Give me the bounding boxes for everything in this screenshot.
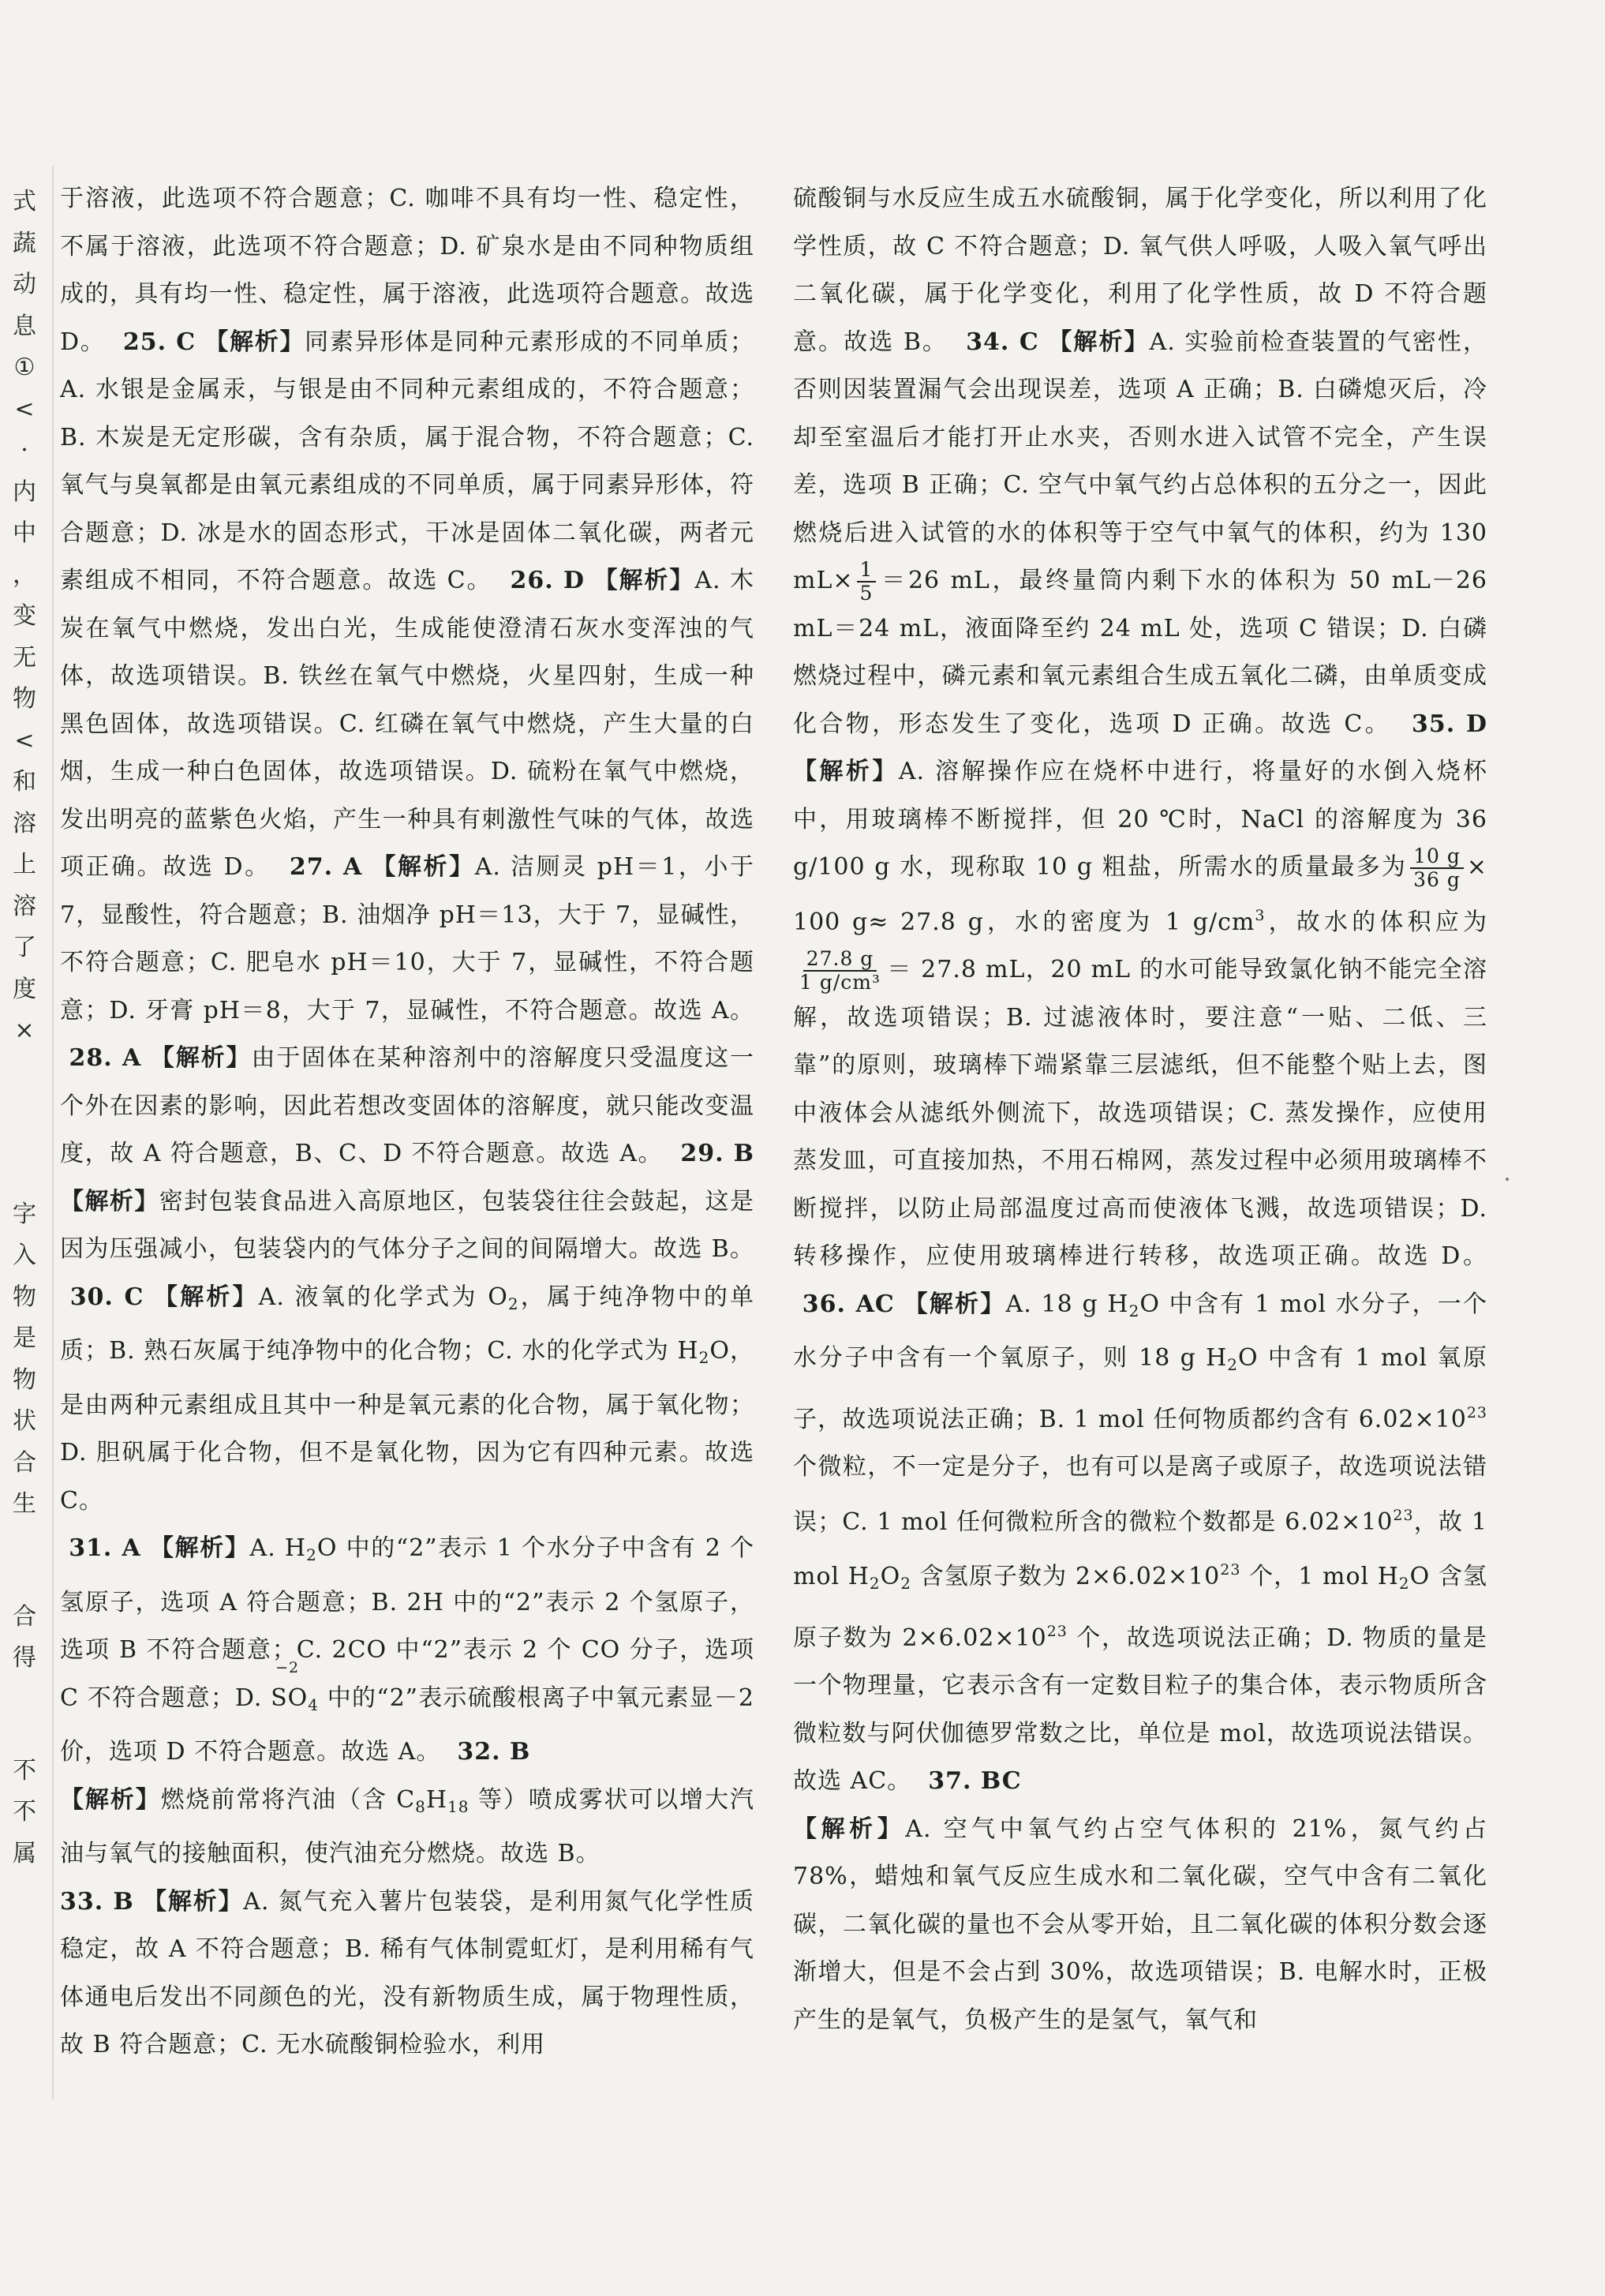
sulfate-formula — [271, 1658, 320, 1729]
margin-char: · — [21, 436, 28, 464]
answer-text: 含氢原子数为 2×6.02×10 — [911, 1563, 1221, 1590]
left-column — [60, 175, 754, 2069]
margin-char: 溶 — [13, 809, 36, 837]
question-number: 33. B — [60, 1887, 134, 1916]
margin-char: 生 — [13, 1490, 36, 1518]
margin-char: 属 — [13, 1839, 36, 1867]
right-column — [793, 175, 1487, 2044]
margin-char: 内 — [13, 478, 36, 506]
print-speck — [1506, 1178, 1509, 1181]
question-number: 25. C — [122, 328, 196, 356]
answer-text: 燃烧前常将汽油（含 C — [160, 1785, 416, 1814]
subscript: 8 — [415, 1796, 426, 1816]
question-number: 34. C — [966, 328, 1039, 356]
fraction-numerator: 27.8 g — [803, 948, 877, 972]
margin-char: 了 — [13, 934, 36, 961]
answer-text: 个，1 mol H — [1240, 1563, 1399, 1590]
subscript: 2 — [306, 1545, 317, 1564]
subscript: 2 — [698, 1348, 710, 1367]
margin-char: 物 — [13, 685, 36, 713]
margin-char: 不 — [13, 1798, 36, 1826]
fraction — [796, 948, 884, 994]
superscript: 3 — [1255, 906, 1266, 924]
answer-text: 密封包装食品进入高原地区，包装袋往往会鼓起，这是因为压强减小，包装袋内的气体分子之间的间隔增大。故选 B。 — [60, 1187, 755, 1263]
margin-char: 变 — [13, 602, 36, 630]
margin-char: 合 — [13, 1602, 36, 1631]
margin-char: 状 — [13, 1407, 36, 1435]
fraction-denominator: 36 g — [1413, 868, 1461, 891]
question-number: 37. BC — [928, 1767, 1022, 1795]
margin-char: ① — [13, 354, 36, 381]
margin-cutoff-text — [0, 182, 49, 1875]
margin-char: 上 — [13, 851, 36, 878]
margin-char: 动 — [13, 271, 36, 298]
answer-text: O 中含有 1 mol 水分子，一个水分子中含有一个氧原子，则 18 g H — [793, 1290, 1488, 1372]
answer-paragraph — [60, 1878, 754, 2069]
superscript: 23 — [1220, 1561, 1241, 1579]
question-number: 35. D — [1411, 710, 1487, 738]
margin-char: 不 — [13, 1756, 36, 1785]
analysis-tag: 【解析】 — [793, 758, 899, 785]
analysis-tag: 【解析】 — [593, 567, 695, 594]
analysis-tag: 【解析】 — [1048, 328, 1150, 356]
superscript: 23 — [1466, 1403, 1487, 1421]
answer-text: 于溶液，此选项不符合题意；C. 咖啡不具有均一性、稳定性，不属于溶液，此选项不符合题意；D. 矿泉水是由不同种物质组成的，具有均一性、稳定性，属于溶液，此选项符合题意。故选 D。 — [60, 185, 754, 356]
analysis-tag: 【解析】 — [60, 1187, 159, 1215]
margin-char: 息 — [13, 312, 36, 340]
answer-text: ＝ 27.8 mL，20 mL 的水可能导致氯化钠不能完全溶解，故选项错误；B. 过滤液体时，要注意“一贴、二低、三靠”的原则，玻璃棒下端紧靠三层滤纸，但不能整个贴上去，图中液体会从滤纸外侧流下，故选项错误；C. 蒸发操作，应使用蒸发皿，可直接加热，不用石棉网，蒸发过程中必须用玻璃棒不断搅拌，以防止局部温度过高而使液体飞溅，故选项错误；D. 转移操作，应使用玻璃棒进行转移，故选项正确。故选 D。 — [793, 956, 1487, 1270]
answer-text: 个微粒，不一定是分子，也有可以是离子或原子，故选项说法错误；C. 1 mol 任何微粒所含的微粒个数都是 6.02×10 — [793, 1453, 1487, 1536]
answer-text: 个，故选项说法正确；D. 物质的量是一个物理量，它表示含有一定数目粒子的集合体，表示物质所含微粒数与阿伏伽德罗常数之比，单位是 mol，故选项说法错误。故选 AC。 — [793, 1624, 1487, 1795]
answer-paragraph — [60, 1525, 754, 1777]
fraction-denominator: 1 g/cm³ — [799, 971, 881, 994]
answer-text: × 100 g≈ 27.8 g，水的密度为 1 g/cm — [793, 853, 1487, 936]
analysis-tag: 【解析】 — [154, 1283, 259, 1311]
margin-char: 合 — [13, 1448, 36, 1477]
margin-char: 是 — [13, 1324, 36, 1352]
superscript: 23 — [1046, 1622, 1068, 1640]
margin-char: 得 — [13, 1644, 36, 1672]
question-number: 31. A — [69, 1534, 141, 1562]
fraction-numerator: 1 — [857, 559, 877, 582]
answer-text: A. 空气中氧气约占空气体积的 21%，氮气约占 78%，蜡烛和氧气反应生成水和二氧化碳，空气中含有二氧化碳，二氧化碳的量也不会从零开始，且二氧化碳的体积分数会逐渐增大，但是不会占到 30%，故选项错误；B. 电解水时，正极产生的是氧气，负极产生的是氢气，氧气和 — [793, 1815, 1488, 2034]
fraction-numerator: 10 g — [1410, 845, 1464, 869]
answer-text: 硫酸铜与水反应生成五水硫酸铜，属于化学变化，所以利用了化学性质，故 C 不符合题意；D. 氧气供人呼吸，人吸入氧气呼出二氧化碳，属于化学变化，利用了化学性质，故 D 不符合题意。故选 B。 — [793, 185, 1487, 356]
answer-text: A. 实验前检查装置的气密性，否则因装置漏气会出现误差，选项 A 正确；B. 白磷熄灭后，冷却至室温后才能打开止水夹，否则水进入试管不完全，产生误差，选项 B 正确；C. 空气中氧气约占总体积的五分之一，因此燃烧后进入试管的水的体积等于空气中氧气的体积，约为 130 mL× — [793, 328, 1487, 594]
margin-char: 物 — [13, 1283, 36, 1311]
answer-text: O 中的“2”表示 1 个水分子中含有 2 个氢原子，选项 A 符合题意；B. 2H 中的“2”表示 2 个氢原子，选项 B 不符合题意；C. 2CO 中“2”表示 2 个 CO 分子，选项 C 不符合题意；D. — [60, 1534, 754, 1712]
fraction — [1410, 845, 1464, 891]
margin-char: < — [14, 726, 35, 755]
superscript: 23 — [1393, 1506, 1414, 1524]
answer-paragraph — [793, 1806, 1487, 2045]
subscript: 2 — [869, 1574, 881, 1593]
answer-text: ，故水的体积应为 — [1265, 908, 1487, 936]
formula-text: H — [425, 1785, 448, 1814]
fraction — [857, 559, 877, 605]
question-number: 30. C — [69, 1283, 144, 1311]
analysis-tag: 【解析】 — [60, 1785, 161, 1814]
answer-text: A. 氮气充入薯片包装袋，是利用氮气化学性质稳定，故 A 不符合题意；B. 稀有气体制霓虹灯，是利用稀有气体通电后发出不同颜色的光，没有新物质生成，属于物理性质，故 B 符合题意；C. 无水硫酸铜检验水，利用 — [60, 1887, 754, 2058]
question-number: 28. A — [69, 1044, 142, 1072]
answer-text: A. 木炭在氧气中燃烧，发出白光，生成能使澄清石灰水变浑浊的气体，故选项错误。B. 铁丝在氧气中燃烧，火星四射，生成一种黑色固体，故选项错误。C. 红磷在氧气中燃烧，产生大量的白烟，生成一种白色固体，故选项错误。D. 硫粉在氧气中燃烧，发出明亮的蓝紫色火焰，产生一种具有刺激性气味的气体，故选项正确。故选 D。 — [60, 567, 755, 881]
answer-text: O，是由两种元素组成且其中一种是氧元素的化合物，属于氧化物；D. 胆矾属于化合物，但不是氧化物，因为它有四种元素。故选 C。 — [60, 1337, 754, 1515]
analysis-tag: 【解析】 — [904, 1290, 1006, 1318]
margin-char: 溶 — [13, 892, 36, 920]
subscript: 2 — [1227, 1355, 1238, 1374]
answer-text: 等）喷成雾状可以增大汽油与氧气的接触面积，使汽油充分燃烧。故选 B。 — [60, 1785, 754, 1867]
margin-char: 蔬 — [13, 229, 36, 257]
answer-text: O 含氢原子数为 2×6.02×10 — [793, 1563, 1487, 1652]
answer-text: A. 洁厕灵 pH＝1，小于 7，显酸性，符合题意；B. 油烟净 pH＝13，大于 7，显碱性，不符合题意；C. 肥皂水 pH＝10，大于 7，显碱性，不符合题意；D. 牙膏 pH＝8，大于 7，显碱性，不符合题意。故选 A。 — [60, 853, 755, 1024]
answer-text: A. 18 g H — [1005, 1290, 1129, 1318]
subscript: 2 — [900, 1574, 911, 1593]
answer-text: A. 溶解操作应在烧杯中进行，将量好的水倒入烧杯中，用玻璃棒不断搅拌，但 20 ℃时，NaCl 的溶解度为 36 g/100 g 水，现称取 10 g 粗盐，所需水的质量最多为 — [793, 758, 1487, 881]
margin-char: 入 — [13, 1242, 36, 1269]
answer-text: A. 液氧的化学式为 O — [258, 1283, 508, 1311]
question-number: 27. A — [289, 853, 363, 881]
answer-text: ＝26 mL，最终量筒内剩下水的体积为 50 mL－26 mL＝24 mL，液面降至约 24 mL 处，选项 C 错误；D. 白磷燃烧过程中，磷元素和氧元素组合生成五氧化二磷，由单质变成化合物，形态发生了变化，选项 D 正确。故选 C。 — [793, 567, 1487, 738]
analysis-tag: 【解析】 — [150, 1044, 252, 1072]
margin-char: × — [14, 1017, 35, 1044]
answer-paragraph — [60, 1777, 754, 1878]
answer-text: A. H — [249, 1534, 307, 1562]
answer-text: ，故 1 mol H — [793, 1508, 1488, 1590]
subscript: 2 — [507, 1294, 519, 1313]
margin-char: 物 — [13, 1365, 36, 1394]
margin-char: < — [14, 395, 35, 423]
margin-char: ， — [13, 560, 36, 589]
formula-text: SO — [271, 1684, 309, 1712]
valence-mark: −2 — [275, 1658, 300, 1676]
question-number: 29. B — [680, 1140, 754, 1167]
analysis-tag: 【解析】 — [372, 853, 475, 881]
subscript: 18 — [447, 1796, 470, 1816]
answer-text: ，属于纯净物中的单质；B. 熟石灰属于纯净物中的化合物；C. 水的化学式为 H — [60, 1283, 754, 1365]
analysis-tag: 【解析】 — [143, 1887, 244, 1916]
answer-text: O 中含有 1 mol 氧原子，故选项说法正确；B. 1 mol 任何物质都约含有 6.02×10 — [793, 1344, 1487, 1433]
answer-text: O — [880, 1563, 901, 1590]
answer-paragraph — [60, 175, 754, 1525]
analysis-tag: 【解析】 — [149, 1534, 250, 1562]
margin-char: 度 — [13, 975, 36, 1003]
analysis-tag: 【解析】 — [793, 1815, 906, 1843]
margin-char: 字 — [13, 1200, 36, 1228]
subscript: 4 — [308, 1695, 320, 1714]
margin-char: 无 — [13, 643, 36, 672]
question-number: 36. AC — [802, 1290, 895, 1318]
subscript: 2 — [1128, 1301, 1140, 1320]
margin-char: 式 — [13, 188, 36, 215]
margin-char: 和 — [13, 768, 36, 796]
margin-char: 中 — [13, 519, 36, 547]
answer-text: 中的“2”表示硫酸根离子中氧元素显－2 价，选项 D 不符合题意。故选 A。 — [60, 1684, 754, 1766]
question-number: 32. B — [457, 1738, 531, 1766]
answer-text: 同素异形体是同种元素形成的不同单质；A. 水银是金属汞，与银是由不同种元素组成的，不符合题意；B. 木炭是无定形碳，含有杂质，属于混合物，不符合题意；C. 氧气与臭氧都是由氧元素组成的不同单质，属于同素异形体，符合题意；D. 冰是水的固态形式，干冰是固体二氧化碳，两者元素组成不相同，不符合题意。故选 C。 — [60, 328, 755, 594]
answer-paragraph — [793, 175, 1487, 1806]
question-number: 26. D — [510, 567, 586, 594]
gutter-divider — [52, 166, 54, 2099]
subscript: 2 — [1398, 1574, 1410, 1593]
analysis-tag: 【解析】 — [204, 328, 305, 356]
answer-text: 由于固体在某种溶剂中的溶解度只受温度这一个外在因素的影响，因此若想改变固体的溶解度，就只能改变温度，故 A 符合题意，B、C、D 不符合题意。故选 A。 — [60, 1044, 755, 1167]
fraction-denominator: 5 — [859, 582, 874, 605]
